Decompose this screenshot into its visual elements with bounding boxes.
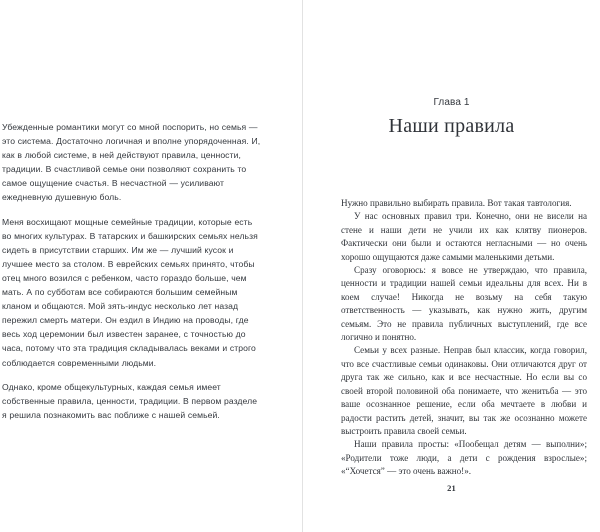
chapter-title: Наши правила (388, 115, 515, 137)
paragraph: Однако, кроме общекультурных, каждая семья имеет собственные правила, ценности, традиции. В первом разделе я решила познакомить вас поближе с нашей семьей. (2, 381, 258, 420)
left-page-text-block (2, 120, 264, 422)
chapter-heading (303, 96, 600, 139)
right-page (303, 0, 600, 532)
paragraph: Наши правила просты: «Пообещал детям — выполни»; «Родители тоже люди, а дети с рождения взрослые»; «“Хочется” — это очень важно!». (341, 439, 587, 477)
right-page-text-block (341, 197, 587, 479)
paragraph: Нужно правильно выбирать правила. Вот такая тавтология. (341, 198, 572, 208)
page-number: 21 (447, 483, 456, 493)
paragraph: Сразу оговорюсь: я вовсе не утверждаю, что правила, ценности и традиции нашей семьи идеальны для всех. Ни в коем случае! Никогда не возьму на себя такую ответственность — указывать, как нужно жить, другим семьям. Это не правила публичных выступлений, где все логично и понятно. (341, 265, 587, 343)
paragraph: У нас основных правил три. Конечно, они не висели на стене и наши дети не учили их как клятву пионеров. Фактически они были и остаются негласными — но очень хорошо ощущаются даже самыми маленькими детьми. (341, 211, 587, 262)
paragraph: Убежденные романтики могут со мной поспорить, но семья — это система. Достаточно логичная и вполне упорядоченная. И, как в любой системе, в ней действуют правила, ценности, традиции. В счастливой семье они позволяют сохранить то самое ощущение счастья. В несчастной — усиливают ежедневную душевную боль. (2, 122, 261, 203)
chapter-number: Глава 1 (433, 97, 470, 108)
paragraph: Меня восхищают мощные семейные традиции, которые есть во многих культурах. В татарских и башкирских семьях нельзя сидеть в присутствии старших. Им же — лучший кусок и лучшее место за столом. В еврейских семьях принято, чтобы отец много возился с ребенком, часто гораздо больше, чем мать. А по субботам все собираются большим семейным кланом и общаются. Мой зять-индус несколько лет назад пережил смерть матери. Он ездил в Индию на проводы, где весь ход церемонии был известен заранее, с точностью до часа, потому что эта традиция складывалась веками и строго соблюдается современными людьми. (2, 216, 258, 368)
paragraph: Семьи у всех разные. Неправ был классик, когда говорил, что все счастливые семьи одинаковы. Они отличаются друг от друга так же сильно, как и все несчастные. Но если вы со своей второй половиной оба понимаете, что женитьба — это ваше осознанное решение, если оба мечтаете в любви и радости растить детей, значит, вы так же осознанно можете выстроить правила своей семьи. (341, 345, 587, 436)
